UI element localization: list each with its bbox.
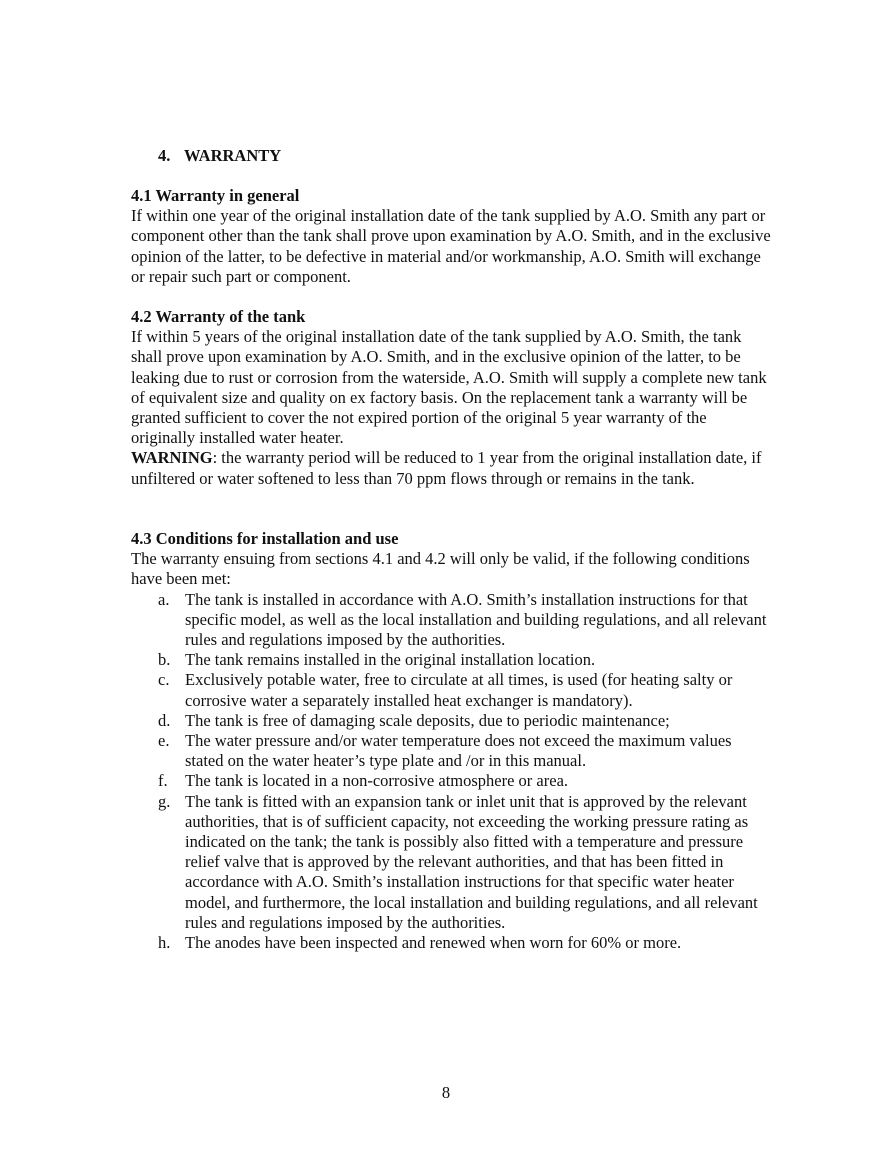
section-number: 4. <box>158 146 171 165</box>
warning-paragraph <box>131 448 771 488</box>
list-marker: f. <box>158 771 168 791</box>
list-item <box>131 771 771 791</box>
list-marker: h. <box>158 933 171 953</box>
section-4-1 <box>131 186 771 287</box>
heading-4-1: 4.1 Warranty in general <box>131 186 300 205</box>
section-title-text: WARRANTY <box>184 146 282 165</box>
list-item-text: The anodes have been inspected and renewed when worn for 60% or more. <box>185 933 682 953</box>
list-marker: e. <box>158 731 170 751</box>
list-item-text: The water pressure and/or water temperature does not exceed the maximum values stated on the water heater’s type plate and /or in this manual. <box>185 731 732 771</box>
paragraph-4-2: If within 5 years of the original installation date of the tank supplied by A.O. Smith, the tank shall prove upon examination by A.O. Smith, and in the exclusive opinion of the latter, to be leaking due to rust or corrosion from the waterside, A.O. Smith will supply a complete new tank of equivalent size and quality on ex factory basis. On the replacement tank a warranty will be granted sufficient to cover the not expired portion of the original 5 year warranty of the originally installed water heater. <box>131 327 767 448</box>
section-4-2 <box>131 307 771 489</box>
heading-4-3: 4.3 Conditions for installation and use <box>131 529 399 548</box>
list-marker: g. <box>158 791 171 811</box>
list-marker: c. <box>158 670 170 690</box>
list-item <box>131 711 771 731</box>
list-item-text: The tank remains installed in the original installation location. <box>185 650 596 670</box>
list-item <box>131 590 771 651</box>
conditions-list <box>131 590 771 954</box>
list-marker: b. <box>158 650 171 670</box>
section-title <box>158 146 281 166</box>
list-item <box>131 731 771 771</box>
list-item <box>131 933 771 953</box>
list-item-text: The tank is free of damaging scale deposits, due to periodic maintenance; <box>185 710 670 730</box>
list-item-text: The tank is installed in accordance with A.O. Smith’s installation instructions for that specific model, as well as the local installation and building regulations, and all relevant rules and regulations imposed by the authorities. <box>185 589 767 650</box>
list-marker: d. <box>158 710 171 730</box>
paragraph-4-1: If within one year of the original installation date of the tank supplied by A.O. Smith any part or component other than the tank shall prove upon examination by A.O. Smith, and in the exclusive opinion of the latter, to be defective in material and/or workmanship, A.O. Smith will exchange or repair such part or component. <box>131 206 771 286</box>
heading-4-2: 4.2 Warranty of the tank <box>131 307 306 326</box>
warning-label: WARNING <box>131 448 213 468</box>
list-item <box>131 792 771 933</box>
list-marker: a. <box>158 589 170 609</box>
warning-text: : the warranty period will be reduced to 1 year from the original installation date, if unfiltered or water softened to less than 70 ppm flows through or remains in the tank. <box>131 448 762 488</box>
list-item <box>131 670 771 710</box>
list-item-text: The tank is fitted with an expansion tank or inlet unit that is approved by the relevant authorities, that is of sufficient capacity, not exceeding the working pressure rating as indicated on the tank; the tank is possibly also fitted with a temperature and pressure relief valve that is approved by the relevant authorities, and that has been fitted in accordance with A.O. Smith’s installation instructions for that specific water heater model, and furthermore, the local installation and building regulations, and all relevant rules and regulations imposed by the authorities. <box>185 791 758 932</box>
paragraph-4-3-intro: The warranty ensuing from sections 4.1 and 4.2 will only be valid, if the following conditions have been met: <box>131 549 750 589</box>
list-item-text: Exclusively potable water, free to circulate at all times, is used (for heating salty or corrosive water a separately installed heat exchanger is mandatory). <box>185 670 733 710</box>
list-item-text: The tank is located in a non-corrosive atmosphere or area. <box>185 771 569 791</box>
section-4-3 <box>131 529 771 953</box>
page-number: 8 <box>441 1083 451 1102</box>
list-item <box>131 650 771 670</box>
